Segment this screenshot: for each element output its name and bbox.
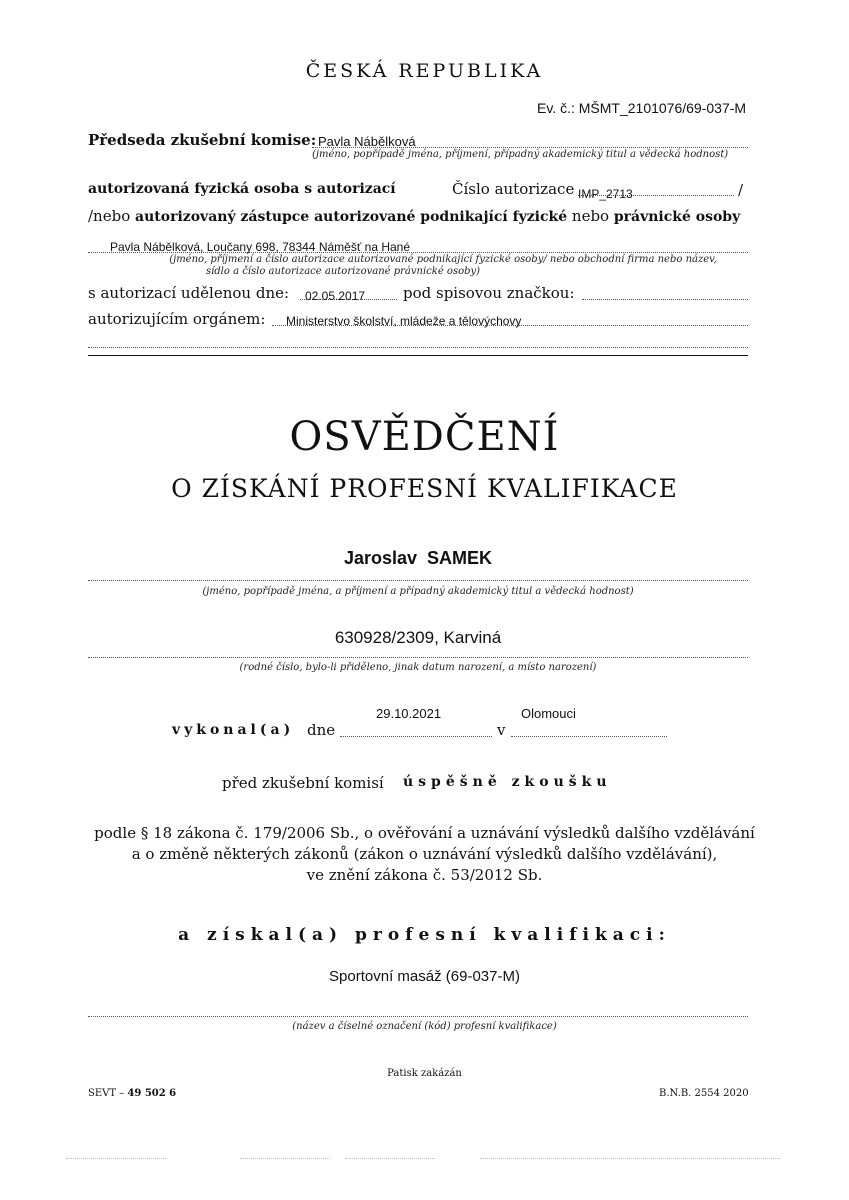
holder-name-dotted-line <box>88 580 748 581</box>
legal-entity-label: právnické osoby <box>613 209 741 225</box>
entity-caption-1: (jméno, příjmení a číslo autorizace autorizované podnikající fyzické osoby/ nebo obchodní firma nebo název, <box>169 254 717 265</box>
reprint-notice: Patisk zakázán <box>387 1068 462 1079</box>
exam-on-label: dne <box>307 721 336 739</box>
bnb-code: B.N.B. 2554 2020 <box>659 1088 749 1099</box>
performed-label: vykonal(a) <box>172 722 295 738</box>
or-mid: nebo <box>571 207 610 225</box>
entity-value: Pavla Nábělková, Loučany 698, 78344 Náměšť na Hané <box>110 240 411 254</box>
law-line-2: a o změně některých zákonů (zákon o uznávání výsledků dalšího vzdělávání), <box>131 845 718 863</box>
state-title: ČESKÁ REPUBLIKA <box>305 60 544 82</box>
extra-dotted-line <box>88 347 748 348</box>
success-label: úspěšně zkoušku <box>403 774 612 790</box>
entity-caption-2: sídlo a číslo autorizace autorizované právnické osoby) <box>205 266 481 277</box>
chair-caption: (jméno, popřípadě jména, příjmení, případný akademický titul a vědecká hodnost) <box>312 149 729 160</box>
law-line-3: ve znění zákona č. 53/2012 Sb. <box>306 866 543 884</box>
holder-birth: 630928/2309, Karviná <box>334 628 502 647</box>
exam-date-value: 29.10.2021 <box>376 706 442 721</box>
exam-at-label: v <box>497 721 506 739</box>
or-prefix: /nebo <box>88 207 131 225</box>
qualification-caption: (název a číselné označení (kód) profesní kvalifikace) <box>292 1021 557 1032</box>
qualification-heading: a získal(a) profesní kvalifikaci: <box>178 925 671 945</box>
holder-birth-caption: (rodné číslo, bylo-li přiděleno, jinak datum narození, a místo narození) <box>239 662 597 673</box>
evidence-number: Ev. č.: MŠMT_2101076/69-037-M <box>537 100 747 116</box>
before-committee-label: před zkušební komisí <box>222 774 384 792</box>
perforation-mark-3 <box>345 1158 435 1159</box>
header-divider <box>88 355 748 356</box>
qualification-dotted-line <box>88 1016 748 1017</box>
perforation-mark-2 <box>240 1158 330 1159</box>
granted-value: 02.05.2017 <box>305 289 366 303</box>
auth-rep-label: autorizovaný zástupce autorizované podnikající fyzické <box>135 209 568 225</box>
exam-place-dotted-line <box>511 736 667 737</box>
file-ref-dotted-line <box>582 299 748 300</box>
sevt-prefix: SEVT – <box>88 1088 125 1099</box>
auth-number-label: Číslo autorizace <box>452 180 575 198</box>
holder-name-caption: (jméno, popřípadě jména, a příjmení a případný akademický titul a vědecká hodnost) <box>202 586 634 597</box>
chair-value: Pavla Nábělková <box>318 134 416 149</box>
certificate-subtitle: O ZÍSKÁNÍ PROFESNÍ KVALIFIKACE <box>171 474 678 503</box>
holder-name: Jaroslav SAMEK <box>343 548 493 568</box>
auth-person-label: autorizovaná fyzická osoba s autorizací <box>88 181 396 197</box>
qualification-value: Sportovní masáž (69-037-M) <box>329 968 520 985</box>
exam-place-value: Olomouci <box>521 706 576 721</box>
authority-value: Ministerstvo školství, mládeže a tělovýchovy <box>286 314 522 328</box>
chair-label: Předseda zkušební komise: <box>88 131 317 149</box>
certificate-title: OSVĚDČENÍ <box>289 414 560 460</box>
perforation-mark-4 <box>480 1158 780 1159</box>
law-line-1: podle § 18 zákona č. 179/2006 Sb., o ověřování a uznávání výsledků dalšího vzdělávání <box>94 824 755 842</box>
auth-number-value: IMP_2713 <box>578 187 633 201</box>
holder-birth-dotted-line <box>88 657 748 658</box>
exam-date-dotted-line <box>340 736 492 737</box>
auth-rep-line <box>88 207 740 225</box>
sevt-code: 49 502 6 <box>127 1088 177 1099</box>
auth-slash: / <box>738 181 744 199</box>
granted-label: s autorizací udělenou dne: <box>88 284 290 302</box>
authority-label: autorizujícím orgánem: <box>88 310 266 328</box>
file-ref-label: pod spisovou značkou: <box>403 284 575 302</box>
perforation-mark-1 <box>66 1158 166 1159</box>
sevt-code-line <box>88 1088 176 1099</box>
